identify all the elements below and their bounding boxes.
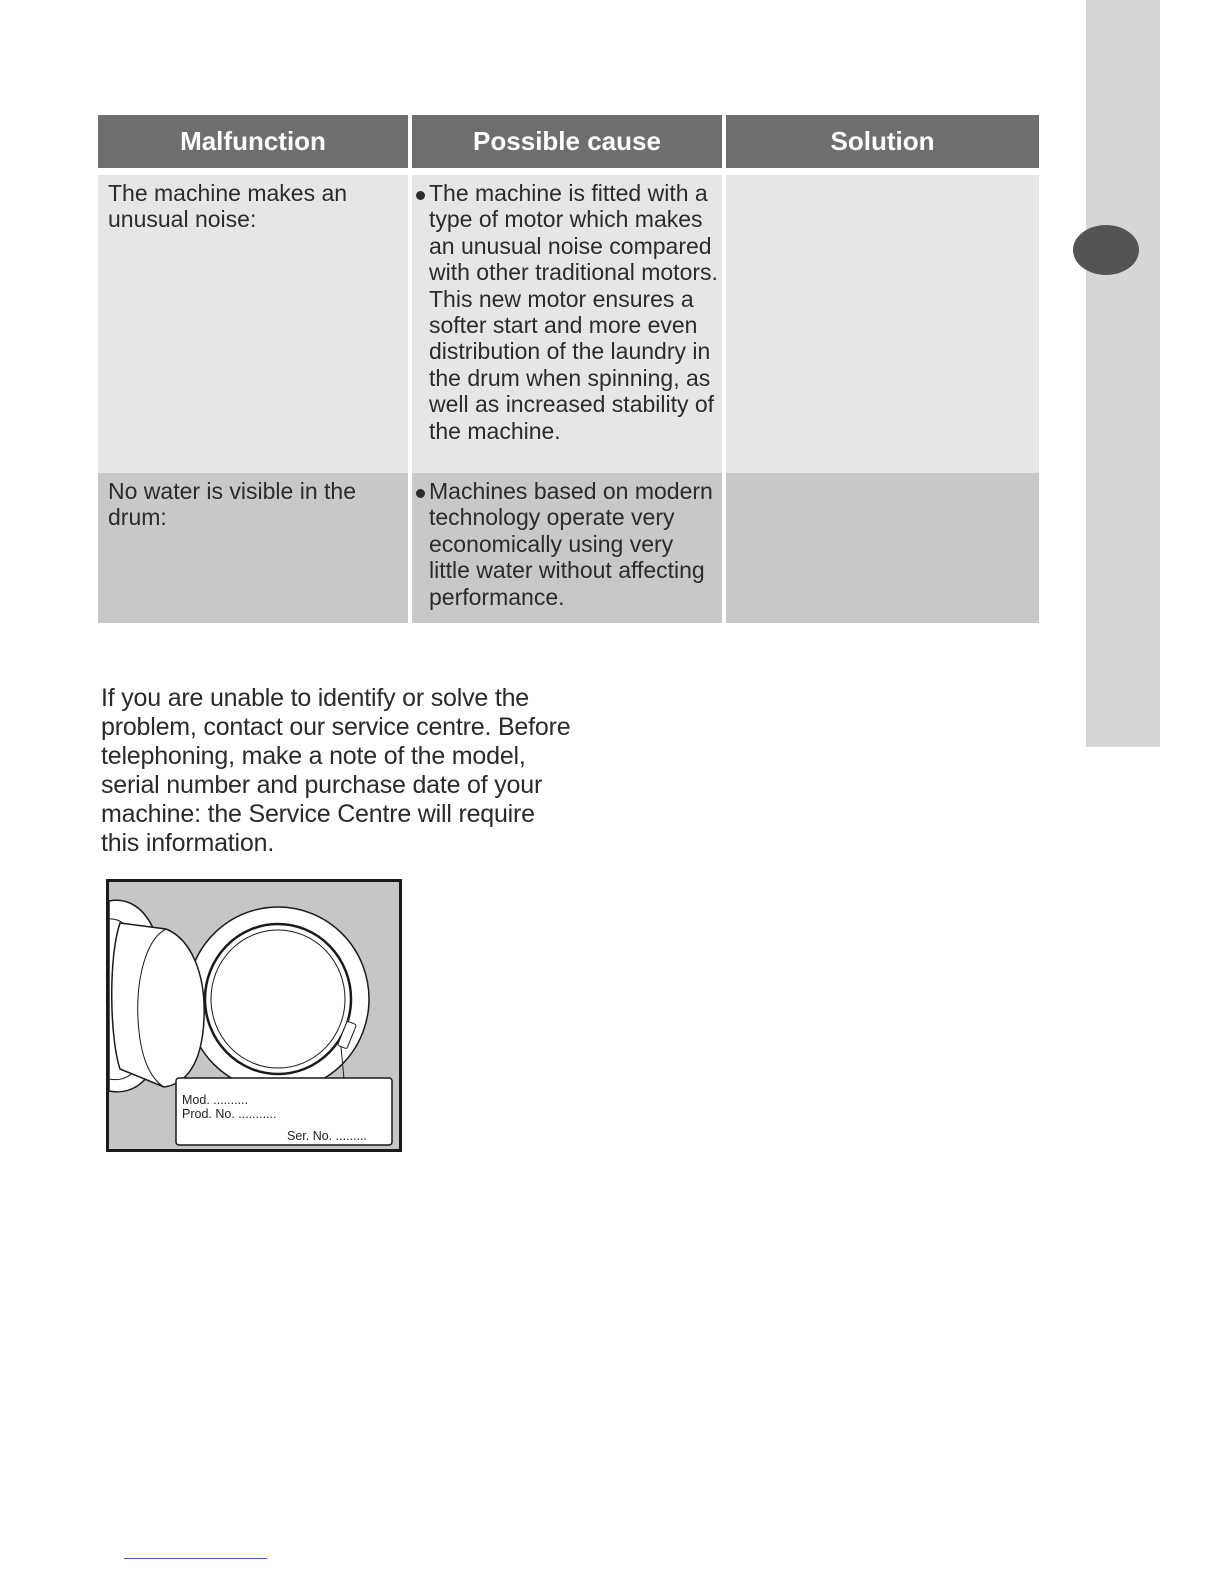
row1-cause (412, 175, 722, 473)
row2-solution (726, 473, 1039, 623)
row2-malfunction: No water is visible in the drum: (98, 473, 408, 623)
row1-malfunction: The machine makes an unusual noise: (98, 175, 408, 473)
footer-rule (124, 1558, 267, 1559)
header-solution: Solution (726, 115, 1039, 168)
bullet-icon (416, 191, 425, 200)
row1-cause-text: The machine is fitted with a type of motor which makes an unusual noise compared with other traditional motors. This new motor ensures a softer start and more even distribution of the laundry in the drum when spinning, as well as increased stability of the machine. (429, 180, 718, 444)
header-malfunction: Malfunction (98, 115, 408, 168)
label-mod: Mod. .......... (182, 1093, 248, 1107)
label-ser-no: Ser. No. ......... (287, 1129, 367, 1143)
label-prod-no: Prod. No. ........... (182, 1107, 277, 1121)
service-centre-note: If you are unable to identify or solve the problem, contact our service centre. Before telephoning, make a note of the model, serial number and purchase date of your machine: the Service Centre will require this information. (101, 684, 571, 857)
header-possible-cause: Possible cause (412, 115, 722, 168)
row2-cause-text: Machines based on modern technology operate very economically using very little water without affecting performance. (429, 478, 713, 610)
side-chapter-tab (1086, 0, 1160, 747)
chapter-marker-dot (1073, 225, 1139, 275)
row1-solution (726, 175, 1039, 473)
row2-cause (412, 473, 722, 623)
rating-label-figure (106, 879, 402, 1152)
bullet-icon (416, 489, 425, 498)
